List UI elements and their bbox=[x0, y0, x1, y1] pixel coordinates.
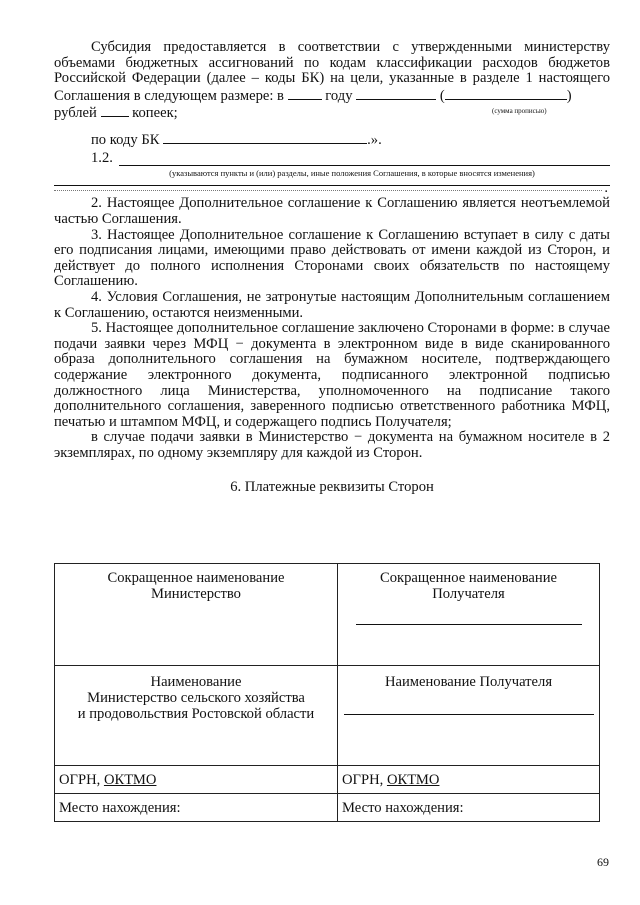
item-1-2-end: . bbox=[604, 180, 608, 197]
ministry-full-name-line1: Министерство сельского хозяйства bbox=[87, 690, 305, 706]
item-1-2-line-3 bbox=[54, 190, 602, 191]
paragraph-2: 2. Настоящее Дополнительное соглашение к Соглашению является неотъемлемой частью Соглашения. bbox=[54, 195, 610, 227]
section-6-title: 6. Платежные реквизиты Сторон bbox=[230, 479, 434, 496]
bk-end: .». bbox=[367, 132, 382, 149]
recipient-short-name-label: Получателя bbox=[432, 586, 505, 602]
rub-word: рублей bbox=[54, 105, 97, 122]
ogrn-left: ОГРН, bbox=[59, 771, 101, 788]
amount-blank-2 bbox=[356, 87, 436, 100]
kop-blank bbox=[101, 104, 129, 117]
item-1-2-hint: (указываются пункты и (или) разделы, иные положения Соглашения, в которые вносятся изменения) bbox=[169, 168, 535, 179]
table-row bbox=[55, 794, 600, 822]
table-row bbox=[55, 564, 600, 666]
open-paren: ( bbox=[439, 87, 445, 104]
short-name-recipient-cell bbox=[338, 564, 600, 666]
item-1-2-line-2 bbox=[54, 179, 610, 186]
ministry-full-name-line2: и продовольствия Ростовской области bbox=[77, 706, 315, 722]
table-row bbox=[55, 766, 600, 794]
short-name-ministry-cell bbox=[55, 564, 338, 666]
recipient-short-name-blank bbox=[356, 602, 582, 625]
full-name-ministry-cell bbox=[55, 666, 338, 766]
paragraph-5: 5. Настоящее дополнительное соглашение заключено Сторонами в форме: в случае подачи заявки через МФЦ − документа в электронном виде в виде сканированного образа дополнительного соглашения на бумажном носителе, подтверждающего содержание электронного документа, подписанного электронной подписью должностного лица Министерства, уполномоченного на подписание такого дополнительного соглашения, заверенного подписью ответственного работника МФЦ, печатью и штампом МФЦ, и содержащего подпись Получателя; bbox=[54, 320, 610, 430]
paragraph-4: 4. Условия Соглашения, не затронутые настоящим Дополнительным соглашением к Соглашению, остаются неизменными. bbox=[54, 288, 610, 321]
subsidy-text: Субсидия предоставляется в соответствии с утвержденными министерству объемами бюджетных ассигнований по кодам классификации расходов бюджетов Российской Федерации (далее – коды БК) на цели, указанные в разделе 1 настоящего Соглашения в следующем размере: в bbox=[54, 39, 610, 104]
amount-blank-1 bbox=[288, 87, 322, 100]
bk-code-blank bbox=[163, 131, 367, 144]
sum-hint: (сумма прописью) bbox=[492, 107, 547, 116]
bk-label: по коду БК bbox=[91, 132, 160, 149]
ministry-short-name: Министерство bbox=[151, 586, 241, 602]
full-name-recipient-cell bbox=[338, 666, 600, 766]
close-paren: ) bbox=[566, 87, 572, 104]
ogrn-oktmo-left-cell bbox=[55, 766, 338, 794]
recipient-full-name-blank bbox=[344, 690, 594, 715]
paragraph-3: 3. Настоящее Дополнительное соглашение к Соглашению вступает в силу с даты его подписания лицами, имеющими право действовать от имени каждой из Сторон, и действует до полного исполнения Сторонами своих обязательств по настоящему Соглашению. bbox=[54, 226, 610, 290]
document-body bbox=[54, 40, 610, 495]
year-word: году bbox=[325, 87, 353, 104]
requisites-table bbox=[54, 563, 600, 822]
sum-words-blank bbox=[445, 87, 567, 100]
item-1-2 bbox=[54, 150, 610, 166]
item-1-2-number: 1.2. bbox=[91, 150, 113, 167]
kop-word: копеек; bbox=[132, 105, 178, 122]
oktmo-right: ОКТМО bbox=[386, 771, 440, 788]
short-name-label-right: Сокращенное наименование bbox=[379, 570, 558, 586]
full-name-label-left: Наименование bbox=[150, 674, 242, 690]
ogrn-right: ОГРН, bbox=[342, 771, 384, 788]
place-left-cell: Место нахождения: bbox=[55, 794, 338, 822]
ogrn-oktmo-right-cell bbox=[338, 766, 600, 794]
oktmo-left: ОКТМО bbox=[103, 771, 157, 788]
place-right-cell: Место нахождения: bbox=[338, 794, 600, 822]
table-row bbox=[55, 666, 600, 766]
item-1-2-blank bbox=[119, 153, 610, 166]
short-name-label-left: Сокращенное наименование bbox=[107, 570, 285, 586]
subsidy-paragraph bbox=[54, 40, 610, 120]
recipient-full-name-label: Наименование Получателя bbox=[384, 674, 553, 690]
page-number: 69 bbox=[597, 855, 609, 869]
paragraph-5b: в случае подачи заявки в Министерство − документа на бумажном носителе в 2 экземплярах, по одному экземпляру для каждой из Сторон. bbox=[54, 429, 610, 461]
bk-line bbox=[54, 131, 610, 148]
